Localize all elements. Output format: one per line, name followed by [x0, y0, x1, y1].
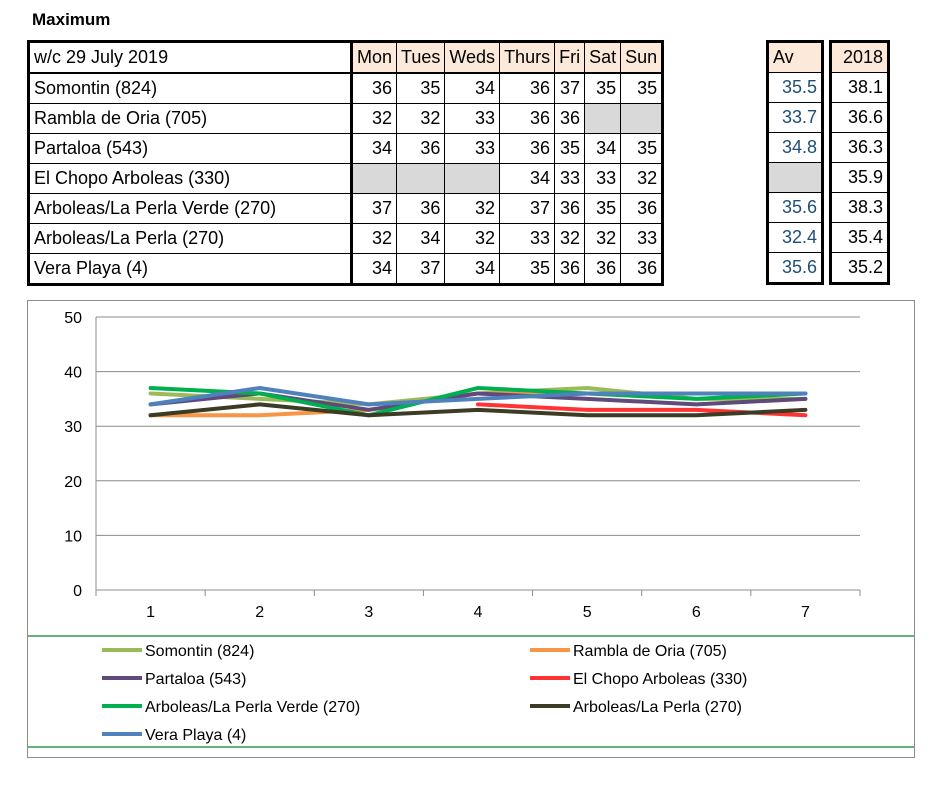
day-header: Weds: [445, 42, 500, 74]
temperature-cell: 36: [555, 194, 585, 224]
legend-label: Arboleas/La Perla (270): [573, 699, 742, 716]
temperature-cell: 32: [397, 104, 445, 134]
day-header: Tues: [397, 42, 445, 74]
y2018-row: [831, 193, 889, 223]
temperature-cell: 33: [445, 134, 500, 164]
temperature-cell: 32: [352, 104, 397, 134]
table-row: [29, 224, 663, 254]
temperature-cell: 32: [621, 164, 663, 194]
temperature-cell: 33: [500, 224, 555, 254]
temperature-cell: 35: [585, 194, 621, 224]
station-name: El Chopo Arboleas (330): [29, 164, 352, 194]
temperature-cell: 35: [585, 73, 621, 104]
temperature-cell: 35: [555, 134, 585, 164]
temperature-cell: [352, 164, 397, 194]
x-tick-label: 6: [691, 604, 701, 621]
x-tick-label: 4: [473, 604, 483, 621]
y2018-row: [831, 103, 889, 133]
av-header-row: [768, 42, 823, 73]
legend-label: Partaloa (543): [145, 671, 247, 688]
legend-label: Somontin (824): [145, 643, 255, 660]
temperature-cell: 36: [397, 194, 445, 224]
temperature-cell: 37: [352, 194, 397, 224]
y-tick-label: 30: [64, 419, 82, 437]
temperature-cell: 36: [555, 254, 585, 285]
y2018-row: [831, 73, 889, 103]
temperature-cell: [621, 104, 663, 134]
y-tick-label: 20: [64, 473, 82, 491]
table-row: [29, 134, 663, 164]
station-name: Vera Playa (4): [29, 254, 352, 285]
av-header: Av: [768, 42, 823, 73]
temperature-cell: 33: [555, 164, 585, 194]
x-tick-label: 3: [364, 604, 374, 621]
y2018-cell: 35.9: [831, 163, 889, 193]
av-row: [768, 73, 823, 103]
day-header: Sat: [585, 42, 621, 74]
average-cell: 33.7: [768, 103, 823, 133]
temperature-cell: 36: [621, 194, 663, 224]
y2018-row: [831, 163, 889, 193]
av-row: [768, 133, 823, 163]
temperature-cell: 37: [500, 194, 555, 224]
y2018-row: [831, 253, 889, 284]
average-cell: 35.6: [768, 193, 823, 223]
temperature-cell: 36: [555, 104, 585, 134]
y2018-cell: 35.4: [831, 223, 889, 253]
y2018-cell: 36.3: [831, 133, 889, 163]
temperature-cell: 36: [500, 134, 555, 164]
temperature-cell: 36: [500, 104, 555, 134]
legend-label: Arboleas/La Perla Verde (270): [145, 699, 361, 716]
y-tick-label: 0: [73, 583, 82, 600]
average-cell: [768, 163, 823, 193]
chart-frame: [27, 300, 915, 758]
table-header-row: [29, 42, 663, 74]
temperature-cell: 32: [555, 224, 585, 254]
average-cell: 35.6: [768, 253, 823, 284]
temperature-cell: 35: [500, 254, 555, 285]
day-header: Sun: [621, 42, 663, 74]
station-name: Arboleas/La Perla Verde (270): [29, 194, 352, 224]
temperature-cell: 36: [397, 134, 445, 164]
temperature-table: [27, 40, 664, 286]
station-name: Rambla de Oria (705): [29, 104, 352, 134]
av-row: [768, 253, 823, 284]
y2018-header-row: [831, 42, 889, 73]
table-row: [29, 254, 663, 285]
temperature-cell: 34: [352, 134, 397, 164]
day-header: Thurs: [500, 42, 555, 74]
temperature-cell: 33: [445, 104, 500, 134]
y-tick-label: 10: [64, 528, 82, 546]
temperature-cell: 34: [500, 164, 555, 194]
table-row: [29, 194, 663, 224]
temperature-cell: [585, 104, 621, 134]
average-cell: 34.8: [768, 133, 823, 163]
legend-label: El Chopo Arboleas (330): [573, 671, 748, 688]
x-tick-label: 1: [146, 604, 156, 621]
table-row: [29, 104, 663, 134]
y-tick-label: 40: [64, 364, 82, 382]
station-name: Partaloa (543): [29, 134, 352, 164]
station-name: Somontin (824): [29, 73, 352, 104]
av-row: [768, 103, 823, 133]
year-2018-table: [829, 40, 890, 285]
av-row: [768, 223, 823, 253]
temperature-cell: [445, 164, 500, 194]
temperature-cell: 37: [555, 73, 585, 104]
temperature-cell: 33: [585, 164, 621, 194]
temperature-cell: 34: [445, 254, 500, 285]
average-table: [766, 40, 824, 285]
average-cell: 32.4: [768, 223, 823, 253]
y2018-cell: 35.2: [831, 253, 889, 284]
temperature-cell: 32: [445, 194, 500, 224]
page-heading: Maximum: [32, 10, 111, 29]
temperature-cell: 37: [397, 254, 445, 285]
temperature-cell: 35: [397, 73, 445, 104]
temperature-cell: 36: [500, 73, 555, 104]
temperature-cell: 35: [621, 73, 663, 104]
temperature-cell: 34: [352, 254, 397, 285]
temperature-cell: 34: [445, 73, 500, 104]
temperature-cell: 32: [585, 224, 621, 254]
day-header: Mon: [352, 42, 397, 74]
legend-label: Vera Playa (4): [145, 727, 247, 744]
legend-label: Rambla de Oria (705): [573, 643, 727, 660]
av-row: [768, 193, 823, 223]
week-label: w/c 29 July 2019: [29, 42, 352, 74]
table-row: [29, 73, 663, 104]
average-cell: 35.5: [768, 73, 823, 103]
y2018-cell: 38.1: [831, 73, 889, 103]
temperature-cell: 33: [621, 224, 663, 254]
y2018-cell: 36.6: [831, 103, 889, 133]
y2018-row: [831, 223, 889, 253]
temperature-cell: 32: [352, 224, 397, 254]
temperature-cell: 36: [352, 73, 397, 104]
x-tick-label: 7: [800, 604, 810, 621]
temperature-cell: 36: [621, 254, 663, 285]
temperature-cell: 32: [445, 224, 500, 254]
y2018-header: 2018: [831, 42, 889, 73]
day-header: Fri: [555, 42, 585, 74]
av-row: [768, 163, 823, 193]
y-tick-label: 50: [64, 310, 82, 327]
temperature-cell: 34: [585, 134, 621, 164]
temperature-cell: 36: [585, 254, 621, 285]
line-chart: [28, 301, 914, 757]
x-tick-label: 2: [255, 604, 265, 621]
station-name: Arboleas/La Perla (270): [29, 224, 352, 254]
temperature-cell: 35: [621, 134, 663, 164]
y2018-cell: 38.3: [831, 193, 889, 223]
temperature-cell: 34: [397, 224, 445, 254]
x-tick-label: 5: [582, 604, 592, 621]
temperature-cell: [397, 164, 445, 194]
y2018-row: [831, 133, 889, 163]
table-row: [29, 164, 663, 194]
